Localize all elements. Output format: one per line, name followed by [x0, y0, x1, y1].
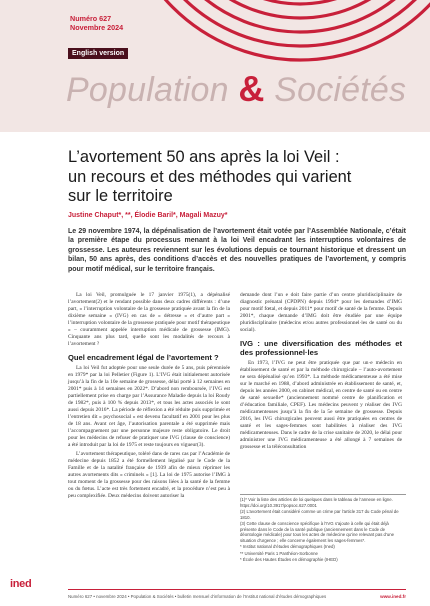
masthead — [66, 68, 406, 110]
footnotes — [240, 494, 406, 564]
left-column — [68, 292, 230, 502]
footer-website-link[interactable]: www.ined.fr — [380, 594, 406, 599]
authors: Justine Chaput*, **, Élodie Baril*, Magali Mazuy* — [68, 212, 228, 219]
issue-info — [70, 14, 123, 32]
footnote-3: (3) Cette clause de conscience spécifique à l’IVG s’ajoute à celle qui était déjà présente dans le Code de la santé publique (anciennement dans le Code de déontologie médicale) pour tous les actes de médecine qu’ine relevant pas d’une situation d’urgence ; elle concerne également les sages-femmes*. — [240, 521, 395, 543]
title-line-2: un recours et des méthodes qui varient — [68, 167, 352, 186]
footnote-1: (1)* Voir la liste des articles de loi quelques dans le tableau de l’annexe en ligne. https://doi.org/10.3917/popsoc.627.0001 — [240, 497, 393, 508]
issue-date: Novembre 2024 — [70, 23, 124, 32]
body-paragraph: demande dont l’un e doit faire partie d’un centre pluridisciplinaire de diagnostic prénatal (CPDPN) depuis 1994* pour les demandes d’IMG pour motif fœtal, et depuis 2011* pour motif de santé de la femme. Depuis 2001*, chaque demande d’IMG doit être étudiée par une équipe pluridisciplinaire (médecins et/ou autres professionnel·les de santé ou du social). — [240, 292, 402, 333]
article-title — [68, 148, 404, 207]
body-paragraph: La loi Veil, promulguée le 17 janvier 1975(1), a dépénalisé l’avortement(2) et le rendant possible dans deux cadres différents : d’une part, « l’interruption volontaire de la grossesse pratiquée avant la fin de la dixième semaine » (IVG) en cas de « détresse » et d’autre part « l’interruption volontaire de la grossesse pratiquée pour motif thérapeutique » – couramment appelée interruption médicale de grossesse (IMG). Cinquante ans plus tard, quelle sont les modalités de recours à l’avortement ? — [68, 292, 230, 347]
right-column — [240, 292, 402, 453]
ined-logo: ined — [10, 578, 32, 590]
decorative-arcs-icon — [0, 0, 430, 132]
section-heading-legal-framework: Quel encadrement légal de l’avortement ? — [68, 353, 219, 362]
body-paragraph: En 1973, l’IVG ne peut être pratiquée que par un·e médecin en établissement de santé et par la méthode chirurgicale – l’auto-avortement ne sera dépénalisé qu’en 1993*. La méthode médicamenteuse a été mise sur le marché en 1988, d’abord administrée en établissement de santé, et, depuis les années 2000, en cabinet médical, en centre de santé ou en centre de santé sexuelle* (anciennement nommé centre de planification et d’éducation familiale, CPEF). Les médecins peuvent y réaliser des IVG médicamenteuses jusqu’à la fin de la 5e semaine de grossesse. Depuis 2016, les IVG chirurgicales peuvent aussi être pratiquées en centres de santé et les sages-femmes sont habilitées à réaliser des IVG médicamenteuses. Dans le cadre de la crise sanitaire de 2020, le délai pour administrer une IVG médicamenteuse a été allongé à 7 semaines de grossesse et la téléconsultation — [240, 360, 402, 450]
footer-divider — [68, 589, 406, 590]
affiliation-1: * Institut national d’études démographiques (Ined) — [240, 544, 335, 549]
masthead-population: Population — [66, 71, 229, 109]
affiliation-3: * École des Hautes Études en démographie (IHED) — [240, 557, 338, 562]
title-line-3: sur le territoire — [68, 187, 173, 205]
section-heading-ivg-methods: IVG : une diversification des méthodes et des professionnel·les — [240, 339, 402, 357]
footer — [0, 588, 430, 606]
title-line-1: L’avortement 50 ans après la loi Veil : — [68, 148, 340, 166]
body-paragraph: L’avortement thérapeutique, toléré dans de rares cas par l’Académie de médecine depuis 1852 a été formellement légalisé par le Code de la Famille et de la natalité française de 1939 afin de mieux réprimer les autres avortements dits « criminels » [1]. La loi de 1975 autorise l’IMG à tout moment de la grossesse pour des raisons liées à la santé de la femme ou du fœtus. L’acte est très fortement encadré, et la procédure n’est peu à peu complexifiée. Deux médecins doivent autoriser la — [68, 451, 230, 499]
masthead-societes: Sociétés — [274, 71, 407, 109]
english-version-badge[interactable]: English version — [68, 48, 128, 59]
issue-number: Numéro 627 — [70, 14, 112, 23]
footer-info: Numéro 627 • novembre 2024 • Population & Sociétés • bulletin mensuel d’information de l’Institut national d’études démographiques — [68, 594, 327, 599]
affiliation-2: ** Université Paris 1 Panthéon-Sorbonne — [240, 550, 318, 556]
body-paragraph: La loi Veil fut adoptée pour une seule durée de 5 ans, puis pérennisée en 1979* par la loi Pelletier (Figure 1). L’IVG était initialement autorisée jusqu’à la fin de la 10e semaine de grossesse, délai porté à 12 semaines en 2001* puis à 14 semaines en 2022*. D’abord non remboursée, l’IVG est partiellement prise en charge par l’Assurance Maladie depuis la loi Roudy de 1982*, puis à 100 % depuis 2013*, et tous les actes associés le sont aussi depuis 2016*. La période de réflexion a été réduite puis supprimée et l’entretien dit « psychosocial » est devenu facultatif en 2001 pour les plus de 18 ans. Avant cet âge, l’autorisation parentale a été supprimée mais l’accompagnement par une personne majeure reste obligatoire. Le droit pour les médecins de refuser de pratiquer une IVG (clause de conscience) a été introduit par la loi de 1975 et reste toujours en vigueur(3). — [68, 365, 230, 448]
abstract: Le 29 novembre 1974, la dépénalisation de l’avortement était votée par l’Assemblée Nationale, c’était la première étape du processus menant à la loi Veil encadrant les interruptions volontaires de grossesse. Les auteures reviennent sur les évolutions depuis ce tournant historique et dressent un bilan, 50 ans après, des conditions d’accès et des nouvelles pratiques de l’avortement, y compris pour motif médical, sur le territoire français. — [68, 228, 406, 273]
header-band — [0, 0, 430, 132]
footnote-2: (2) L’avortement était considéré comme un crime par l’article 317 du Code pénal de 1810. — [240, 509, 399, 520]
masthead-ampersand: & — [238, 68, 265, 109]
